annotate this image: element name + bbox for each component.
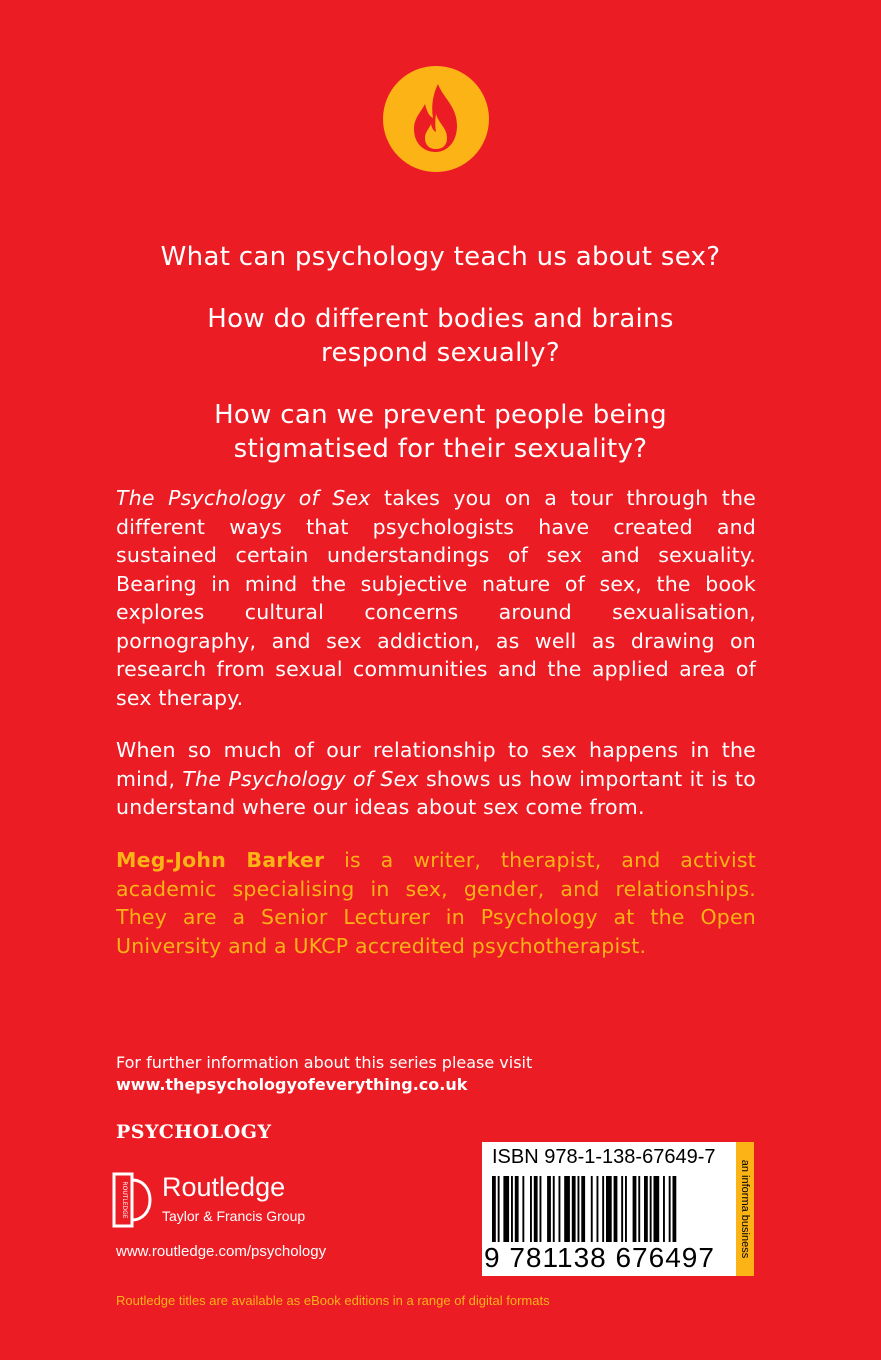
author-bio: Meg-John Barker is a writer, therapist, and activist academic specialising in sex, gender, and relationships. They are a Senior Lecturer in Psychology at the Open University and a UKCP accredited psychotherapist. <box>116 848 756 958</box>
barcode-bar <box>625 1176 627 1242</box>
ebook-note: Routledge titles are available as eBook editions in a range of digital formats <box>116 1293 550 1308</box>
informa-strip <box>736 1142 754 1276</box>
questions <box>60 240 821 494</box>
series-info-text: For further information about this series please visit <box>116 1053 533 1072</box>
description <box>116 484 756 846</box>
barcode-bar <box>663 1176 665 1242</box>
book-title: The Psychology of Sex <box>116 486 371 510</box>
barcode-bar <box>669 1176 671 1242</box>
barcode-bar <box>581 1176 585 1242</box>
barcode-bar <box>540 1176 542 1242</box>
description-paragraph-2: When so much of our relationship to sex happens in the mind, The Psychology of Sex shows us how important it is to understand where our ideas about sex come from. <box>116 738 756 819</box>
informa-text: an informa business <box>739 1159 751 1259</box>
barcode-bar <box>633 1176 637 1242</box>
barcode-bar <box>606 1176 612 1242</box>
barcode-bars <box>492 1176 726 1242</box>
barcode-bar <box>530 1176 532 1242</box>
barcode-bar <box>597 1176 599 1242</box>
question-1: What can psychology teach us about sex? <box>160 242 721 272</box>
barcode-bar <box>564 1176 570 1242</box>
question-3: How can we prevent people being stigmatised for their sexuality? <box>214 400 667 464</box>
flame-icon <box>383 66 489 172</box>
barcode <box>482 1142 736 1276</box>
barcode-bar <box>614 1176 618 1242</box>
subject-label: PSYCHOLOGY <box>116 1121 272 1143</box>
barcode-bar <box>534 1176 538 1242</box>
description-paragraph-1: The Psychology of Sex takes you on a tour through the different ways that psychologists have created and sustained certain understandings of sex and sexuality. Bearing in mind the subjective nature of sex, the book explores cultural concerns around sexualisation, pornography, and sex addiction, as well as drawing on research from sexual communities and the applied area of sex therapy. <box>116 486 756 710</box>
barcode-bar <box>498 1176 500 1242</box>
barcode-bar <box>511 1176 513 1242</box>
barcode-bar <box>650 1176 652 1242</box>
barcode-bar <box>522 1176 524 1242</box>
barcode-bar <box>654 1176 660 1242</box>
barcode-digits: 9 781138 676497 <box>484 1242 715 1273</box>
isbn-text: ISBN 978-1-138-67649-7 <box>492 1146 716 1168</box>
publisher-logo <box>110 1170 330 1230</box>
series-url-link[interactable]: www.thepsychologyofeverything.co.uk <box>116 1075 468 1094</box>
barcode-bar <box>591 1176 593 1242</box>
publisher-group: Taylor & Francis Group <box>162 1208 306 1224</box>
barcode-bar <box>673 1176 677 1242</box>
book-title: The Psychology of Sex <box>182 766 419 791</box>
series-info <box>116 1052 532 1096</box>
barcode-bar <box>644 1176 648 1242</box>
barcode-bar <box>559 1176 561 1242</box>
barcode-bar <box>602 1176 604 1242</box>
barcode-bar <box>578 1176 580 1242</box>
barcode-bar <box>621 1176 623 1242</box>
barcode-bar <box>492 1176 496 1242</box>
author-name: Meg-John Barker <box>116 848 325 872</box>
routledge-mark-text: ROUTLEDGE <box>121 1181 128 1219</box>
publisher-name: Routledge <box>162 1172 286 1202</box>
barcode-bar <box>547 1176 551 1242</box>
routledge-mark-icon <box>110 1172 154 1228</box>
question-2: How do different bodies and brains respond sexually? <box>207 304 674 368</box>
publisher-url-link[interactable]: www.routledge.com/psychology <box>116 1243 327 1260</box>
barcode-bar <box>572 1176 576 1242</box>
barcode-bar <box>503 1176 509 1242</box>
barcode-bar <box>515 1176 519 1242</box>
barcode-bar <box>553 1176 555 1242</box>
barcode-bar <box>638 1176 640 1242</box>
